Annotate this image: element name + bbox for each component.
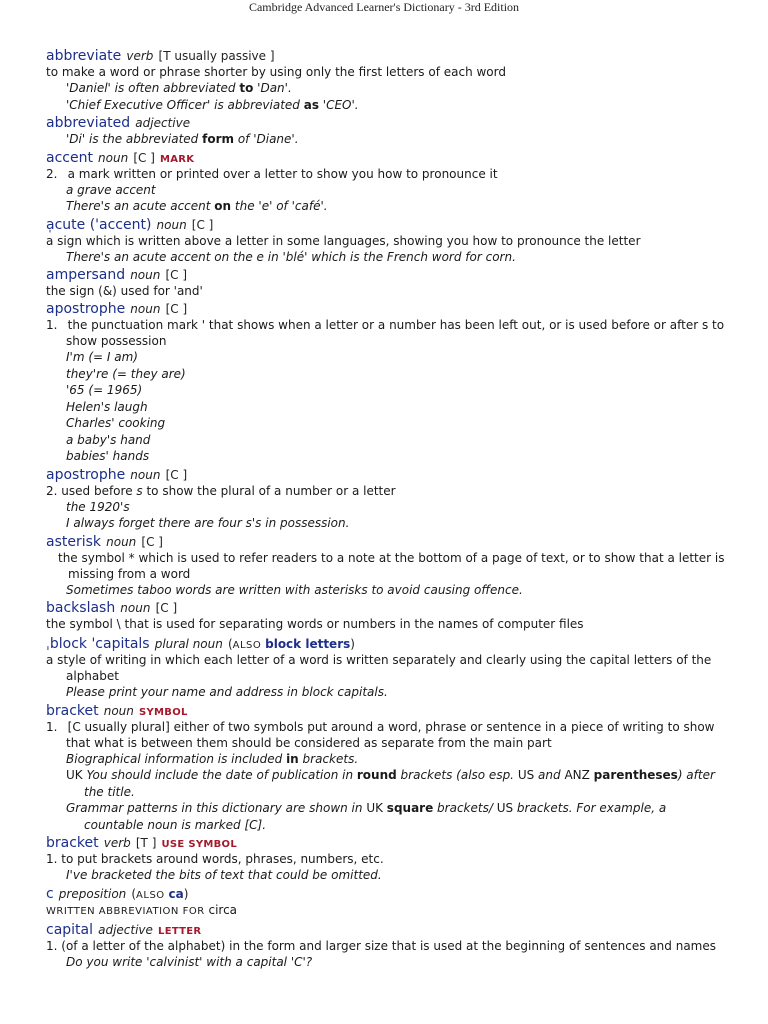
part-of-speech: plural noun	[154, 637, 223, 651]
definition: 2. a mark written or printed over a letter to show you how to pronounce it	[46, 166, 498, 181]
example: a baby's hand	[66, 432, 151, 447]
example: I'm (= I am)	[66, 350, 138, 364]
example: There's an acute accent on the 'e' of 'café'.	[66, 199, 328, 213]
entry-bracket-verb	[46, 833, 726, 884]
headword: backslash	[46, 600, 116, 616]
example: Helen's laugh	[66, 399, 148, 414]
definition: WRITTEN ABBREVIATION FOR circa	[46, 902, 238, 917]
entry-bracket-noun	[46, 701, 726, 834]
headword: bracket	[46, 835, 99, 851]
definition: 2. used before s to show the plural of a number or a letter	[46, 483, 396, 498]
guide-word: MARK	[159, 153, 195, 165]
example: There's an acute accent on the e in 'blé' which is the French word for corn.	[66, 249, 516, 264]
example: I've bracketed the bits of text that could be omitted.	[66, 868, 382, 882]
entry-apostrophe-2	[46, 465, 726, 532]
definition: the sign (&) used for 'and'	[46, 284, 203, 298]
example: Charles' cooking	[66, 416, 166, 430]
part-of-speech: verb	[126, 49, 154, 63]
entry-accent	[46, 148, 726, 215]
example: babies' hands	[66, 449, 150, 463]
part-of-speech: noun	[156, 217, 187, 232]
also-note: (ALSO ca)	[131, 886, 189, 901]
example: Sometimes taboo words are written with asterisks to avoid causing offence.	[66, 582, 523, 597]
part-of-speech: adjective	[98, 922, 153, 937]
example: 'Di' is the abbreviated form of 'Diane'.	[66, 132, 299, 146]
part-of-speech: noun	[130, 302, 161, 316]
headword: capital	[46, 921, 94, 938]
part-of-speech: verb	[103, 836, 131, 850]
example: I always forget there are four s's in possession.	[66, 516, 350, 530]
example: Grammar patterns in this dictionary are shown in UK square brackets/ US brackets. For example, a countable noun is marked [C].	[66, 801, 667, 832]
entry-ampersand	[46, 265, 726, 299]
definition: 1. (of a letter of the alphabet) in the form and larger size that is used at the beginning of sentences and names	[46, 938, 716, 953]
entry-asterisk	[46, 532, 726, 599]
also-note: (ALSO block letters)	[227, 637, 355, 651]
headword: ampersand	[46, 267, 126, 283]
part-of-speech: noun	[130, 268, 161, 282]
grammar-code: [C ]	[141, 534, 163, 549]
headword: ˌblock 'capitals	[46, 636, 150, 652]
part-of-speech: noun	[130, 467, 161, 482]
guide-word: USE SYMBOL	[161, 839, 238, 850]
headword: asterisk	[46, 533, 102, 550]
entry-apostrophe-1	[46, 299, 726, 465]
guide-word: LETTER	[158, 925, 202, 937]
grammar-code: [T ]	[135, 836, 157, 850]
headword: abbreviate	[46, 48, 122, 64]
headword: apostrophe	[46, 466, 126, 483]
entry-capital	[46, 920, 726, 971]
example: they're (= they are)	[66, 366, 186, 381]
definition: 1. the punctuation mark ' that shows when a letter or a number has been left out, or is used before or after s to show possession	[46, 318, 725, 348]
example: Please print your name and address in block capitals.	[66, 685, 388, 699]
grammar-code: [C ]	[191, 217, 214, 232]
example: 'Chief Executive Officer' is abbreviated as 'CEO'.	[66, 97, 359, 112]
grammar-code: [C ]	[155, 601, 178, 615]
definition: to make a word or phrase shorter by using only the first letters of each word	[46, 65, 506, 79]
part-of-speech: noun	[98, 150, 129, 165]
headword: apostrophe	[46, 301, 126, 317]
headword: bracket	[46, 702, 99, 719]
example: Biographical information is included in brackets.	[66, 751, 359, 766]
example: '65 (= 1965)	[66, 383, 143, 397]
example: the 1920's	[66, 499, 130, 514]
grammar-code: [C ]	[133, 150, 155, 165]
grammar-code: [C ]	[165, 467, 188, 482]
part-of-speech: noun	[120, 601, 151, 615]
entry-abbreviate	[46, 46, 726, 113]
part-of-speech: noun	[103, 703, 134, 718]
dictionary-page	[46, 45, 726, 970]
entry-c	[46, 884, 726, 920]
entry-block-capitals	[46, 634, 726, 701]
example: UK You should include the date of publication in round brackets (also esp. US and ANZ parentheses) after the title.	[66, 768, 715, 799]
grammar-code: [C ]	[165, 302, 188, 316]
grammar-code: [T usually passive ]	[158, 49, 275, 63]
part-of-speech: preposition	[58, 886, 127, 901]
definition: 1. [C usually plural] either of two symbols put around a word, phrase or sentence in a piece of writing to show that what is between them should be considered as separate from the main part	[46, 719, 715, 750]
definition: 1. to put brackets around words, phrases, numbers, etc.	[46, 852, 384, 866]
definition: the symbol * which is used to refer readers to a note at the bottom of a page of text, or to show that a letter is missing from a word	[58, 550, 725, 581]
headword: a̩cute ('accent)	[46, 216, 152, 233]
entry-abbreviated	[46, 113, 726, 148]
definition: a style of writing in which each letter of a word is written separately and clearly using the capital letters of the alphabet	[46, 653, 712, 683]
example: Do you write 'calvinist' with a capital 'C'?	[66, 954, 313, 969]
guide-word: SYMBOL	[139, 706, 188, 718]
page-header: Cambridge Advanced Learner's Dictionary - 3rd Edition	[248, 0, 520, 14]
definition: a sign which is written above a letter in some languages, showing you how to pronounce the letter	[46, 233, 641, 248]
entry-acute-accent	[46, 215, 726, 266]
example: a grave accent	[66, 182, 156, 197]
definition: the symbol \ that is used for separating words or numbers in the names of computer files	[46, 617, 584, 631]
part-of-speech: noun	[106, 534, 137, 549]
example: 'Daniel' is often abbreviated to 'Dan'.	[66, 81, 292, 95]
headword: accent	[46, 149, 93, 166]
headword: c	[46, 885, 54, 902]
part-of-speech: adjective	[135, 116, 191, 130]
headword: abbreviated	[46, 115, 131, 131]
grammar-code: [C ]	[165, 268, 188, 282]
entry-backslash	[46, 598, 726, 632]
